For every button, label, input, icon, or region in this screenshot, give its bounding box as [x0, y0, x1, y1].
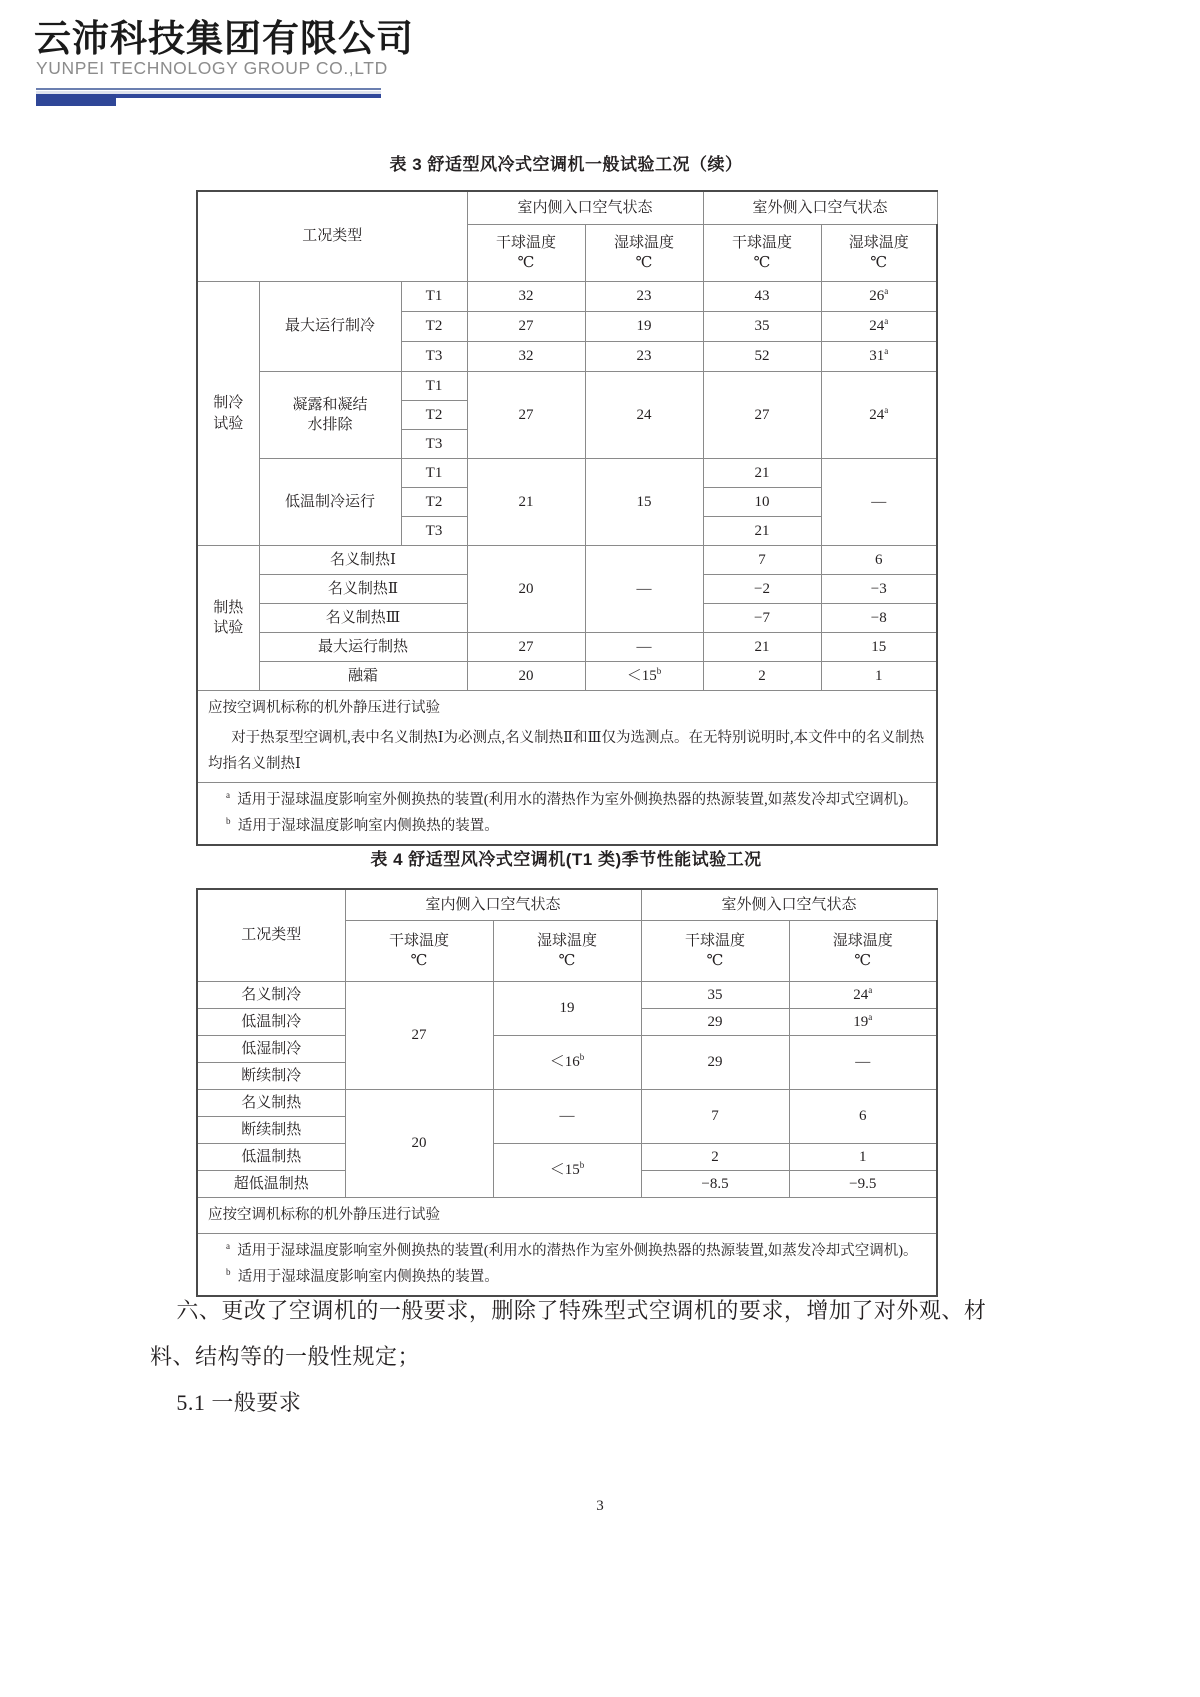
body-text — [150, 1288, 1060, 1427]
table3-header-outdoor-dry — [703, 225, 821, 282]
table4-caption: 表 4 舒适型风冷式空调机(T1 类)季节性能试验工况 — [370, 850, 762, 869]
company-name-cn: 云沛科技集团有限公司 — [34, 18, 414, 59]
table3-outdoor-wet: 1 — [821, 662, 937, 691]
table4-row-label: 低温制热 — [197, 1144, 345, 1171]
table4-indoor-wet — [493, 1144, 641, 1198]
table3-code: T1 — [401, 282, 467, 312]
table3-header-indoor-wet — [585, 225, 703, 282]
table3-outdoor-dry: 52 — [703, 342, 821, 372]
table3-note-1: 应按空调机标称的机外静压进行试验 — [197, 691, 937, 727]
table4-row — [197, 1036, 937, 1063]
footnote-marker-a: a — [226, 790, 230, 801]
table4-indoor-wet — [493, 1036, 641, 1090]
table4-header-outdoor-group: 室外侧入口空气状态 — [641, 889, 937, 921]
table3-code: T3 — [401, 517, 467, 546]
table3 — [196, 190, 938, 846]
table3-row-label: 名义制热Ⅰ — [259, 546, 467, 575]
table3-outdoor-wet — [821, 372, 937, 459]
footnote-marker-b: b — [226, 815, 231, 826]
label-dry-bulb: 干球温度 — [732, 234, 793, 251]
table3-indoor-wet: — — [585, 546, 703, 633]
footnote-marker: a — [868, 1011, 873, 1022]
table4-header-indoor-dry — [345, 921, 493, 982]
footnote-text-b: 适用于湿球温度影响室内侧换热的装置。 — [237, 1268, 499, 1285]
letterhead — [0, 0, 1200, 118]
table3-indoor-dry: 27 — [467, 372, 585, 459]
table3-row-label: 名义制热Ⅲ — [259, 604, 467, 633]
header-rule-block — [36, 94, 116, 106]
table3-header-indoor-dry — [467, 225, 585, 282]
footnote-marker: b — [579, 1160, 585, 1171]
table3-header-row-1 — [197, 191, 937, 225]
table3-outdoor-dry: −2 — [703, 575, 821, 604]
table4-outdoor-dry: −8.5 — [641, 1171, 789, 1198]
table3-footnote-row — [197, 783, 937, 845]
label-wet-bulb: 湿球温度 — [537, 932, 598, 949]
table3-indoor-wet: 19 — [585, 312, 703, 342]
table3-row-label: 名义制热Ⅱ — [259, 575, 467, 604]
table3-indoor-dry: 32 — [467, 282, 585, 312]
table4-row-label: 低湿制冷 — [197, 1036, 345, 1063]
table3-indoor-wet: 23 — [585, 282, 703, 312]
table3-outdoor-wet: 6 — [821, 546, 937, 575]
unit-celsius: ℃ — [854, 953, 872, 969]
table3-outdoor-dry: 43 — [703, 282, 821, 312]
table3-subgroup-low-temp-cooling: 低温制冷运行 — [259, 459, 401, 546]
table4-note-row — [197, 1198, 937, 1234]
table4-outdoor-wet — [789, 1009, 937, 1036]
table4-row — [197, 982, 937, 1009]
table3-outdoor-dry: 35 — [703, 312, 821, 342]
footnote-marker: b — [579, 1052, 585, 1063]
table4-row-label: 断续制冷 — [197, 1063, 345, 1090]
footnote-text-b: 适用于湿球温度影响室内侧换热的装置。 — [237, 817, 499, 834]
table3-indoor-dry: 27 — [467, 633, 585, 662]
table4-footnote-a — [208, 1239, 928, 1264]
table3-row — [197, 546, 937, 575]
table3-outdoor-wet: −3 — [821, 575, 937, 604]
unit-celsius: ℃ — [870, 255, 888, 271]
table3-indoor-dry: 27 — [467, 312, 585, 342]
table3-subgroup-condensate — [259, 372, 401, 459]
table4-indoor-wet: 19 — [493, 982, 641, 1036]
table3-outdoor-dry: 27 — [703, 372, 821, 459]
table4-row-label: 名义制冷 — [197, 982, 345, 1009]
footnote-marker: a — [884, 346, 889, 357]
value: 31 — [869, 348, 885, 365]
table3-header-outdoor-wet — [821, 225, 937, 282]
table3-indoor-dry: 32 — [467, 342, 585, 372]
table3-footnote-a — [208, 788, 928, 813]
table3-outdoor-wet: — — [821, 459, 937, 546]
table4-outdoor-wet: — — [789, 1036, 937, 1090]
table3-group-cooling — [197, 282, 259, 546]
table4-row-label: 超低温制热 — [197, 1171, 345, 1198]
label-wet-bulb: 湿球温度 — [848, 234, 909, 251]
table3-row — [197, 633, 937, 662]
table3-subgroup-max-cooling: 最大运行制冷 — [259, 282, 401, 372]
table3-outdoor-wet: 15 — [821, 633, 937, 662]
table4-section — [196, 845, 936, 1297]
table3-note-row — [197, 726, 937, 782]
footnote-marker: a — [884, 286, 889, 297]
table3-indoor-wet: 23 — [585, 342, 703, 372]
value: 24 — [869, 318, 885, 335]
footnote-text-a: 适用于湿球温度影响室外侧换热的装置(利用水的潜热作为室外侧换热器的热源装置,如蒸发冷却式空调机)。 — [237, 1243, 918, 1260]
subgroup-label-line2: 水排除 — [307, 417, 353, 433]
table3-indoor-wet — [585, 662, 703, 691]
table3-header-outdoor-group: 室外侧入口空气状态 — [703, 191, 937, 225]
table4 — [196, 888, 938, 1297]
footnote-marker-a: a — [226, 1241, 230, 1252]
value: 26 — [869, 288, 885, 305]
table3-outdoor-dry: 21 — [703, 633, 821, 662]
table4-header-outdoor-wet — [789, 921, 937, 982]
unit-celsius: ℃ — [558, 953, 576, 969]
footnote-marker-b: b — [226, 1266, 231, 1277]
table4-header-type: 工况类型 — [197, 889, 345, 982]
footnote-marker: a — [884, 316, 889, 327]
table3-indoor-wet: — — [585, 633, 703, 662]
table3-outdoor-dry: 2 — [703, 662, 821, 691]
table3-note-row — [197, 691, 937, 727]
table3-indoor-wet: 15 — [585, 459, 703, 546]
group-label-line2: 试验 — [213, 620, 244, 636]
unit-celsius: ℃ — [410, 953, 428, 969]
label-dry-bulb: 干球温度 — [685, 932, 746, 949]
page-number: 3 — [596, 1498, 604, 1514]
table3-indoor-wet: 24 — [585, 372, 703, 459]
table4-outdoor-dry: 29 — [641, 1036, 789, 1090]
footnote-marker: b — [656, 665, 662, 676]
table4-footnotes — [197, 1234, 937, 1296]
table4-outdoor-wet: 6 — [789, 1090, 937, 1144]
value: ＜15 — [549, 1162, 580, 1179]
table3-indoor-dry: 21 — [467, 459, 585, 546]
table3-row-label: 最大运行制热 — [259, 633, 467, 662]
label-dry-bulb: 干球温度 — [496, 234, 557, 251]
value: 24 — [869, 406, 885, 423]
table3-note-2 — [197, 726, 937, 782]
group-label-line2: 试验 — [213, 415, 244, 432]
table4-outdoor-dry: 29 — [641, 1009, 789, 1036]
table4-row-label: 名义制热 — [197, 1090, 345, 1117]
table4-row — [197, 1090, 937, 1117]
table3-group-heating — [197, 546, 259, 691]
table4-row-label: 断续制热 — [197, 1117, 345, 1144]
value: 24 — [853, 986, 869, 1003]
table3-outdoor-wet — [821, 312, 937, 342]
paragraph-6-line1: 六、更改了空调机的一般要求，删除了特殊型式空调机的要求，增加了对外观、材 — [176, 1298, 987, 1323]
table4-header-row-1 — [197, 889, 937, 921]
unit-celsius: ℃ — [706, 953, 724, 969]
table3-footnotes — [197, 783, 937, 845]
table4-outdoor-wet — [789, 982, 937, 1009]
heading-5-1: 5.1 一般要求 — [176, 1390, 302, 1416]
value: 19 — [853, 1013, 869, 1030]
table3-row — [197, 459, 937, 488]
value: ＜16 — [549, 1054, 580, 1071]
table3-section — [196, 150, 936, 846]
header-rule-thin — [36, 88, 381, 90]
table4-outdoor-wet: −9.5 — [789, 1171, 937, 1198]
footnote-marker: a — [868, 984, 873, 995]
table3-outdoor-wet — [821, 342, 937, 372]
table3-footnote-b — [208, 814, 928, 839]
table4-outdoor-dry: 35 — [641, 982, 789, 1009]
value: ＜15 — [626, 667, 657, 684]
table3-outdoor-wet — [821, 282, 937, 312]
table3-row-label: 融霜 — [259, 662, 467, 691]
table3-header-type: 工况类型 — [197, 191, 467, 282]
table3-outdoor-dry: 21 — [703, 459, 821, 488]
group-label-line1: 制热 — [213, 599, 244, 616]
table4-header-outdoor-dry — [641, 921, 789, 982]
table4-outdoor-dry: 7 — [641, 1090, 789, 1144]
table3-indoor-dry: 20 — [467, 662, 585, 691]
table4-indoor-wet: — — [493, 1090, 641, 1144]
table4-row-label: 低温制冷 — [197, 1009, 345, 1036]
table3-caption: 表 3 舒适型风冷式空调机一般试验工况（续） — [389, 155, 743, 174]
table3-code: T1 — [401, 459, 467, 488]
unit-celsius: ℃ — [517, 255, 535, 271]
table3-code: T3 — [401, 342, 467, 372]
table4-footnote-row — [197, 1234, 937, 1296]
table4-outdoor-wet: 1 — [789, 1144, 937, 1171]
footnote-marker: a — [884, 404, 889, 415]
table3-outdoor-dry: 10 — [703, 488, 821, 517]
table4-indoor-dry: 27 — [345, 982, 493, 1090]
table3-code: T2 — [401, 488, 467, 517]
paragraph-6-line2: 料、结构等的一般性规定； — [150, 1344, 421, 1370]
note-text: 对于热泵型空调机,表中名义制热Ⅰ为必测点,名义制热Ⅱ和Ⅲ仅为选测点。在无特别说明时,本文件中的名义制热均指名义制热Ⅰ — [208, 730, 925, 772]
table3-code: T2 — [401, 312, 467, 342]
table4-header-indoor-wet — [493, 921, 641, 982]
label-dry-bulb: 干球温度 — [388, 932, 449, 949]
subgroup-label-line1: 凝露和凝结 — [292, 396, 368, 413]
table3-header-indoor-group: 室内侧入口空气状态 — [467, 191, 703, 225]
label-wet-bulb: 湿球温度 — [614, 234, 675, 251]
footnote-text-a: 适用于湿球温度影响室外侧换热的装置(利用水的潜热作为室外侧换热器的热源装置,如蒸发冷却式空调机)。 — [237, 792, 918, 809]
table3-outdoor-dry: 7 — [703, 546, 821, 575]
unit-celsius: ℃ — [635, 255, 653, 271]
table4-header-indoor-group: 室内侧入口空气状态 — [345, 889, 641, 921]
table3-code: T1 — [401, 372, 467, 401]
table3-row — [197, 372, 937, 401]
company-name-en: YUNPEI TECHNOLOGY GROUP CO.,LTD — [36, 58, 388, 78]
table3-indoor-dry: 20 — [467, 546, 585, 633]
table3-outdoor-dry: 21 — [703, 517, 821, 546]
table3-row — [197, 282, 937, 312]
table4-outdoor-dry: 2 — [641, 1144, 789, 1171]
table3-outdoor-wet: −8 — [821, 604, 937, 633]
table4-footnote-b — [208, 1265, 928, 1290]
unit-celsius: ℃ — [753, 255, 771, 271]
table4-indoor-dry: 20 — [345, 1090, 493, 1198]
table3-code: T2 — [401, 401, 467, 430]
group-label-line1: 制冷 — [213, 395, 244, 412]
table3-row — [197, 662, 937, 691]
table3-code: T3 — [401, 430, 467, 459]
table4-note-1: 应按空调机标称的机外静压进行试验 — [197, 1198, 937, 1234]
table4-row — [197, 1144, 937, 1171]
label-wet-bulb: 湿球温度 — [832, 932, 893, 949]
table3-outdoor-dry: −7 — [703, 604, 821, 633]
